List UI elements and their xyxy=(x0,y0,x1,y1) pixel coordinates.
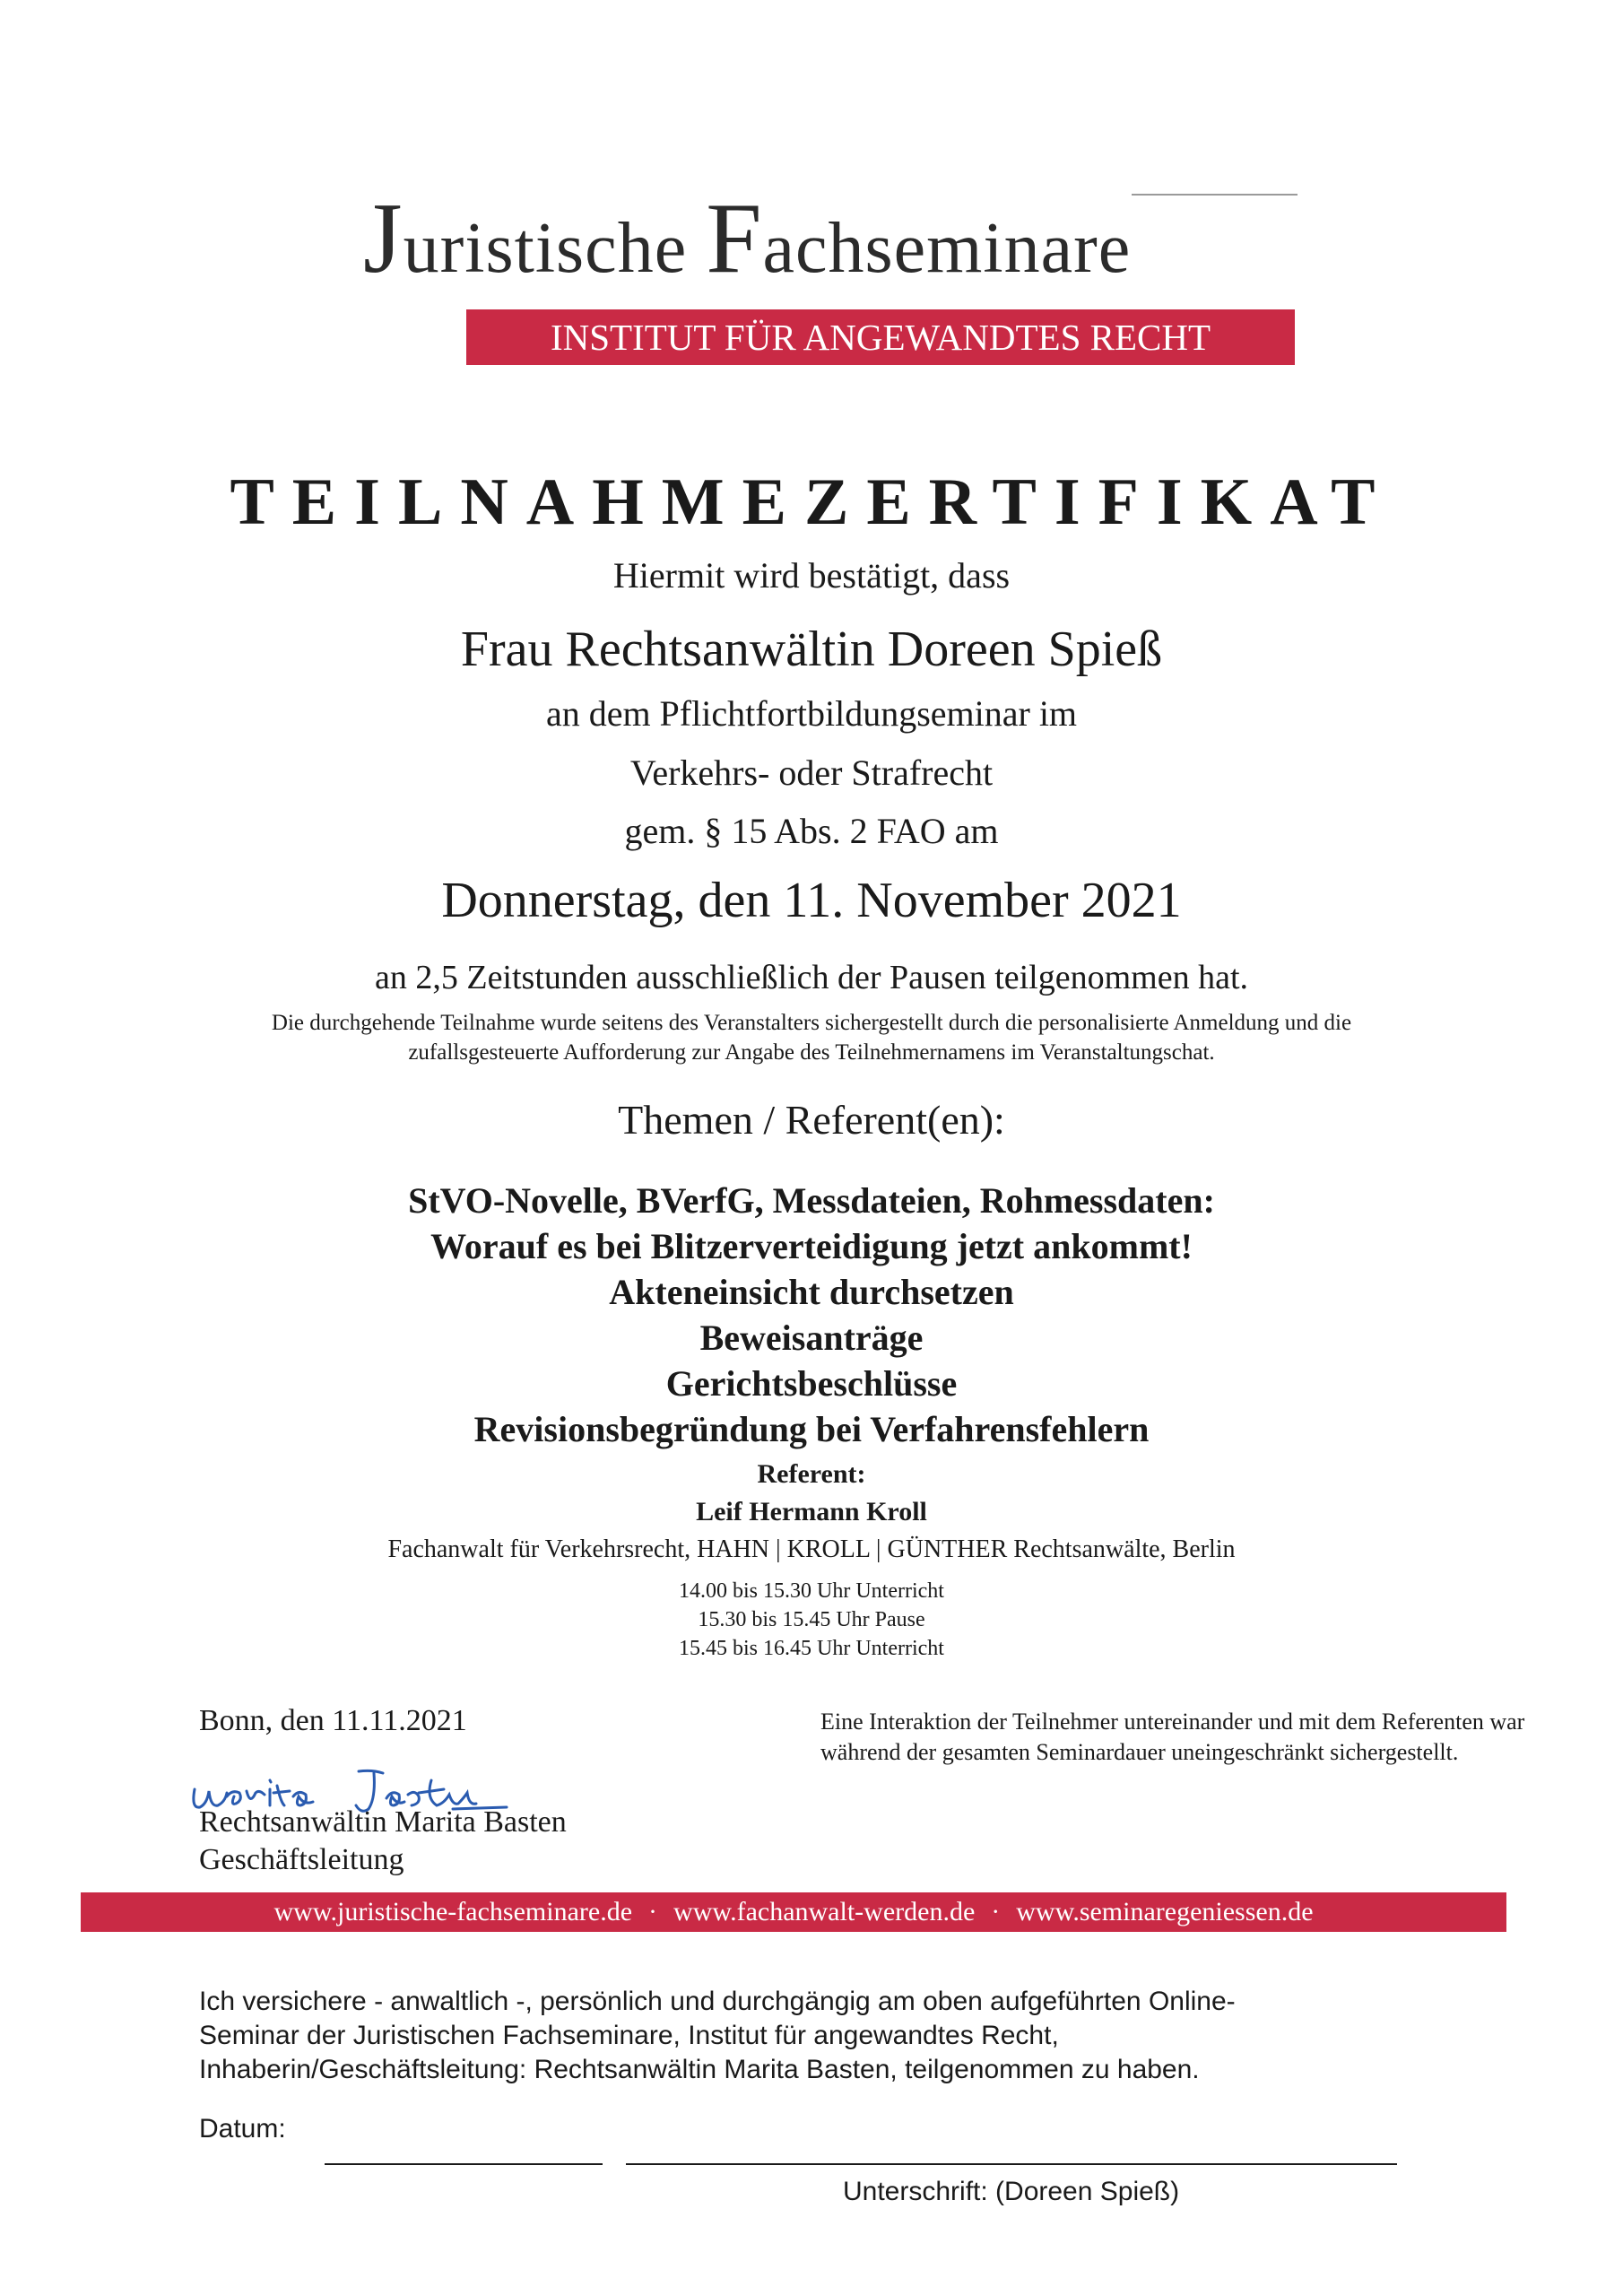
signature-field-line[interactable] xyxy=(626,2163,1397,2165)
speaker-label: Referent: xyxy=(757,1459,866,1489)
footer-links-banner xyxy=(81,1892,1506,1932)
seminar-legal-basis: gem. § 15 Abs. 2 FAO am xyxy=(624,811,999,851)
participation-note: Die durchgehende Teilnahme wurde seitens des Veranstalters sichergestellt durch die personalisierte Anmeldung und die xyxy=(271,1011,1352,1035)
schedule-item: 14.00 bis 15.30 Uhr Unterricht xyxy=(679,1579,944,1603)
date-label: Datum: xyxy=(199,2114,286,2144)
place-date: Bonn, den 11.11.2021 xyxy=(199,1704,467,1737)
logo-text-2: achseminare xyxy=(762,209,1132,288)
duration-text: an 2,5 Zeitstunden ausschließlich der Pausen teilgenommen hat. xyxy=(374,959,1249,996)
speaker-name: Leif Hermann Kroll xyxy=(696,1497,927,1526)
seminar-field: Verkehrs- oder Strafrecht xyxy=(629,752,994,793)
top-divider xyxy=(1132,194,1298,196)
date-field-line[interactable] xyxy=(325,2163,603,2165)
signer-name: Rechtsanwältin Marita Basten xyxy=(199,1805,567,1839)
footer-link[interactable]: www.seminaregeniessen.de xyxy=(1016,1897,1314,1926)
topic-item: Akteneinsicht durchsetzen xyxy=(609,1272,1014,1312)
schedule xyxy=(0,1577,1623,1663)
event-date: Donnerstag, den 11. November 2021 xyxy=(441,873,1182,928)
declaration-line: Seminar der Juristischen Fachseminare, Institut für angewandtes Recht, xyxy=(199,2021,1059,2050)
declaration-line: Ich versichere - anwaltlich -, persönlich und durchgängig am oben aufgeführten Online- xyxy=(199,1987,1236,2016)
seminar-description: an dem Pflichtfortbildungseminar im xyxy=(545,693,1078,734)
recipient-name: Frau Rechtsanwältin Doreen Spieß xyxy=(460,622,1163,677)
footer-separator: · xyxy=(648,1897,658,1926)
certificate-title: TEILNAHMEZERTIFIKAT xyxy=(230,465,1393,539)
speaker-affiliation: Fachanwalt für Verkehrsrecht, HAHN | KROLL | GÜNTHER Rechtsanwälte, Berlin xyxy=(387,1535,1236,1563)
footer-link[interactable]: www.fachanwalt-werden.de xyxy=(673,1897,976,1926)
signer-role: Geschäftsleitung xyxy=(199,1843,404,1876)
logo-initial-f: F xyxy=(706,183,763,294)
participation-note: zufallsgesteuerte Aufforderung zur Angabe des Teilnehmernamens im Veranstaltungschat. xyxy=(408,1040,1215,1065)
topic-item: Beweisanträge xyxy=(699,1318,924,1358)
logo-initial-j: J xyxy=(363,183,404,294)
logo-wordmark xyxy=(363,183,1132,294)
signature-label: Unterschrift: (Doreen Spieß) xyxy=(843,2177,1180,2206)
topics-list xyxy=(0,1178,1623,1452)
schedule-item: 15.45 bis 16.45 Uhr Unterricht xyxy=(679,1637,944,1660)
topic-item: Worauf es bei Blitzerverteidigung jetzt ankommt! xyxy=(430,1226,1193,1266)
topic-item: Revisionsbegründung bei Verfahrensfehlern xyxy=(473,1409,1150,1449)
interaction-note: Eine Interaktion der Teilnehmer untereinander und mit dem Referenten war während der gesamten Seminardauer uneingeschränkt sichergestellt. xyxy=(820,1709,1525,1765)
schedule-item: 15.30 bis 15.45 Uhr Pause xyxy=(698,1608,925,1631)
footer-link[interactable]: www.juristische-fachseminare.de xyxy=(273,1897,633,1926)
topics-heading: Themen / Referent(en): xyxy=(618,1097,1005,1143)
logo-banner: INSTITUT FÜR ANGEWANDTES RECHT xyxy=(466,309,1295,365)
confirmation-text: Hiermit wird bestätigt, dass xyxy=(612,555,1011,596)
footer-separator: · xyxy=(991,1897,1001,1926)
logo-text-1: uristische xyxy=(403,209,707,288)
declaration-line: Inhaberin/Geschäftsleitung: Rechtsanwältin Marita Basten, teilgenommen zu haben. xyxy=(199,2055,1200,2084)
participant-declaration xyxy=(199,1985,1454,2087)
topic-item: StVO-Novelle, BVerfG, Messdateien, Rohmessdaten: xyxy=(408,1180,1215,1221)
topic-item: Gerichtsbeschlüsse xyxy=(665,1363,958,1404)
